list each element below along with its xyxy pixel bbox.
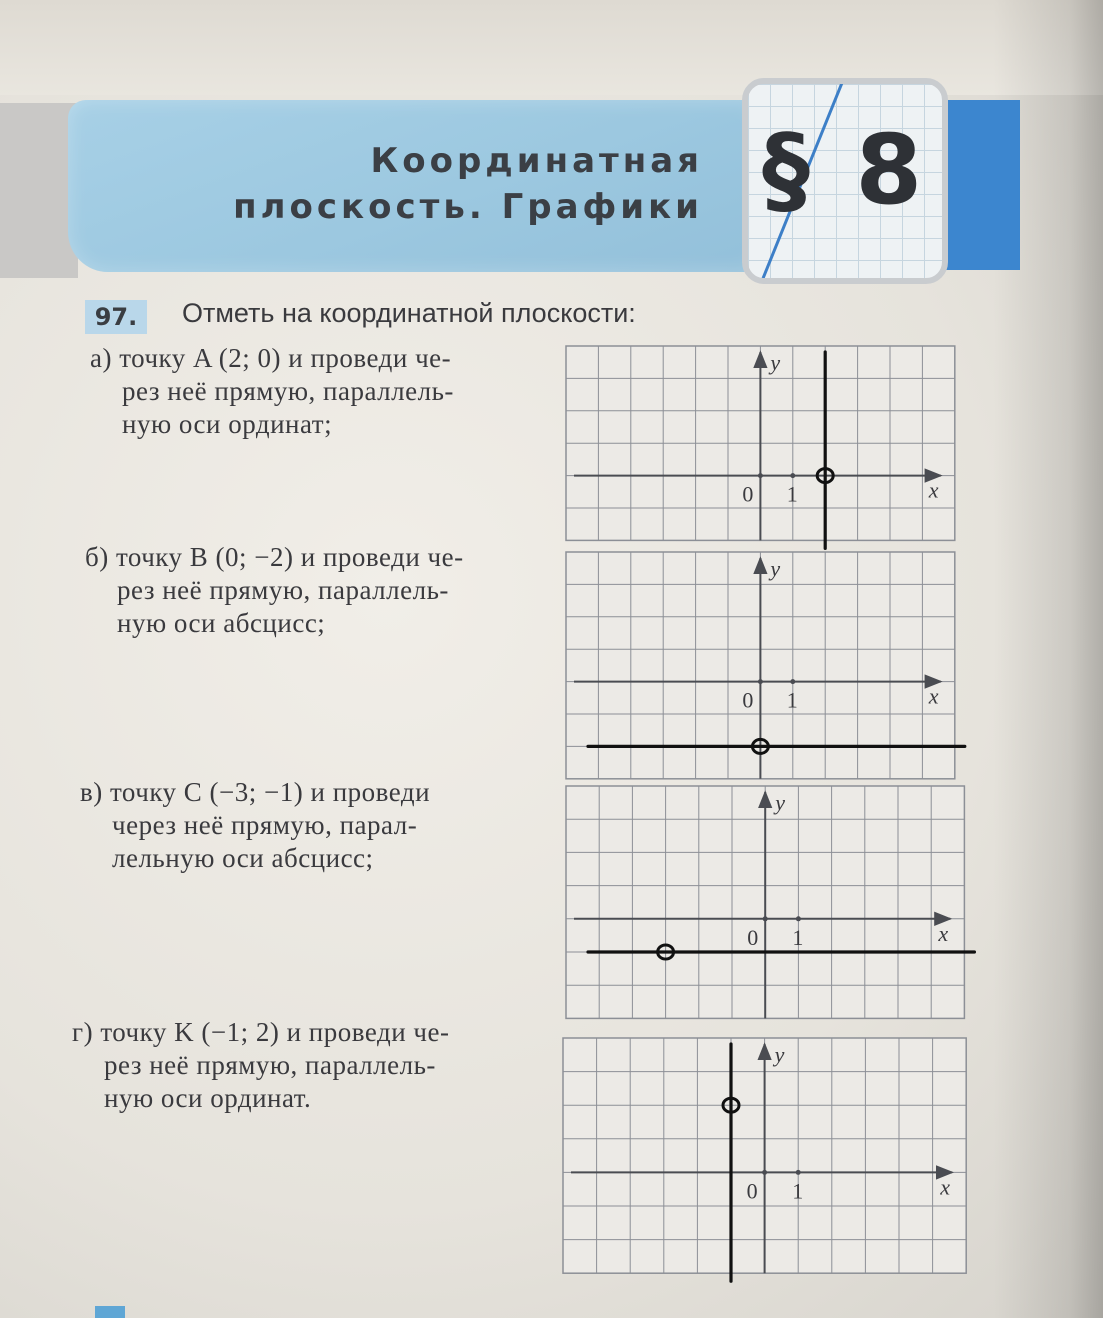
grid-a	[566, 346, 955, 548]
origin-label: 0	[742, 481, 754, 507]
problem-title: Отметь на координатной плоскости:	[182, 298, 636, 328]
item-v-line3: лельную оси абсцисс;	[112, 843, 374, 873]
item-b-line3: ную оси абсцисс;	[117, 608, 326, 638]
item-v-line1: в) точку C (−3; −1) и проведи	[80, 777, 431, 807]
unit-label: 1	[786, 481, 798, 507]
chapter-title-line1: Координатная	[370, 141, 703, 181]
origin-label: 0	[747, 924, 759, 950]
unit-label: 1	[786, 687, 798, 713]
section-number: § 8	[761, 114, 929, 226]
problem-number: 97.	[85, 300, 147, 334]
unit-label: 1	[792, 924, 804, 950]
item-a-line1: а) точку A (2; 0) и проведи че-	[90, 343, 452, 373]
y-axis-label: y	[775, 790, 785, 815]
x-axis-label: x	[940, 1174, 950, 1200]
unit-tick-dot	[790, 679, 795, 684]
x-axis-label: x	[928, 683, 939, 709]
y-axis-label: y	[770, 556, 781, 581]
chapter-title-line2: плоскость. Графики	[233, 187, 703, 227]
item-v-line2: через неё прямую, парал-	[112, 810, 418, 840]
item-g-line1: г) точку K (−1; 2) и проведи че-	[72, 1017, 450, 1047]
item-g-line3: ную оси ординат.	[104, 1083, 312, 1113]
origin-label: 0	[746, 1178, 758, 1204]
unit-label: 1	[792, 1178, 804, 1204]
y-axis-label: y	[774, 1042, 785, 1067]
grid-b	[566, 552, 965, 779]
item-a-line3: ную оси ординат;	[122, 409, 333, 439]
footer-strip	[95, 1306, 1055, 1318]
unit-tick-dot	[796, 916, 801, 921]
unit-tick-dot	[790, 473, 795, 478]
x-axis-label: x	[928, 477, 939, 503]
y-axis-label: y	[770, 350, 781, 375]
item-g-line2: рез неё прямую, параллель-	[104, 1050, 436, 1080]
grid-g	[563, 1038, 966, 1281]
origin-dot	[758, 679, 763, 684]
item-b-line2: рез неё прямую, параллель-	[117, 575, 449, 605]
grid-v	[566, 786, 974, 1018]
origin-label: 0	[742, 687, 754, 713]
x-axis-label: x	[938, 920, 949, 946]
origin-dot	[758, 473, 763, 478]
origin-dot	[763, 916, 768, 921]
item-a-line2: рез неё прямую, параллель-	[122, 376, 454, 406]
origin-dot	[762, 1170, 767, 1175]
unit-tick-dot	[796, 1170, 801, 1175]
item-b-line1: б) точку B (0; −2) и проведи че-	[85, 542, 464, 572]
